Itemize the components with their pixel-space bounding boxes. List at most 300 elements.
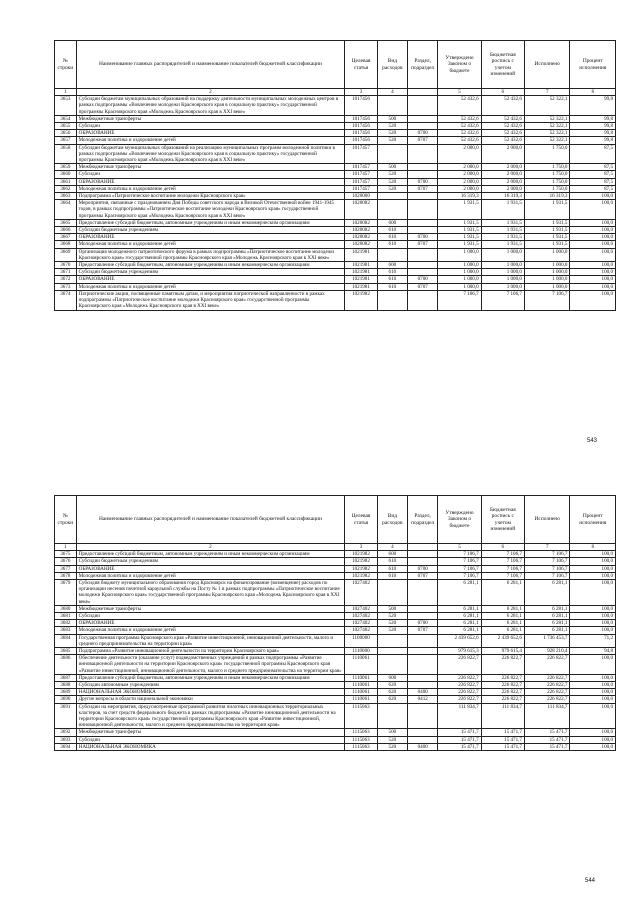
row-approved: 1 000,0 (438, 262, 481, 269)
row-approved: 1 931,5 (438, 241, 481, 248)
row-target-code: 1100000 (345, 634, 377, 647)
table-row (55, 200, 616, 220)
table-row (55, 605, 616, 612)
header-section: Раздел, подраздел (408, 496, 438, 544)
row-target-code: 1110061 (345, 696, 377, 703)
budget-table (54, 495, 616, 751)
row-target-code: 1017456 (345, 137, 377, 144)
row-number: 3674 (55, 290, 77, 310)
row-number: 3690 (55, 696, 77, 703)
row-name: Субсидии (76, 171, 345, 178)
row-budget-list: 2 000,0 (481, 178, 524, 185)
row-number: 3666 (55, 227, 77, 234)
row-expense-type: 610 (377, 283, 407, 290)
row-approved: 7 106,7 (438, 558, 481, 565)
row-section: 0412 (408, 696, 438, 703)
row-number: 3670 (55, 262, 77, 269)
row-number: 3663 (55, 193, 77, 200)
row-name: Патриотические акции, посвященные памятным датам, и мероприятия патриотической направленности в рамках подпрограммы «Патриотическое воспитание молодежи Красноярского края» государственной программы Красноярского края «Молодежь Красноярского края в XXI веке» (76, 290, 345, 310)
row-number: 3682 (55, 620, 77, 627)
table-row (55, 627, 616, 634)
row-executed: 1 750,0 (524, 171, 569, 178)
row-executed: 1 931,5 (524, 234, 569, 241)
row-percent: 100,0 (570, 248, 616, 261)
row-executed: 6 281,1 (524, 613, 569, 620)
row-approved: 15 471,7 (438, 729, 481, 736)
row-target-code: 1110061 (345, 674, 377, 681)
row-budget-list: 226 822,7 (481, 696, 524, 703)
row-percent: 100,0 (570, 580, 616, 606)
row-percent: 100,0 (570, 276, 616, 283)
row-percent: 100,0 (570, 219, 616, 226)
row-budget-list: 15 471,7 (481, 736, 524, 743)
row-approved: 7 106,7 (438, 551, 481, 558)
row-expense-type (377, 580, 407, 606)
row-budget-list: 111 834,7 (481, 703, 524, 729)
row-executed: 1 750,0 (524, 144, 569, 164)
row-expense-type: 520 (377, 178, 407, 185)
row-number: 3660 (55, 171, 77, 178)
row-number: 3676 (55, 558, 77, 565)
row-executed: 1 931,5 (524, 241, 569, 248)
row-approved: 1 000,0 (438, 276, 481, 283)
row-executed: 6 281,1 (524, 627, 569, 634)
row-section: 0700 (408, 276, 438, 283)
row-target-code: 1017457 (345, 185, 377, 192)
row-budget-list: 2 000,0 (481, 185, 524, 192)
row-target-code: 1020082 (345, 227, 377, 234)
row-budget-list: 15 471,7 (481, 743, 524, 750)
row-name: Субсидии бюджетным учреждениям (76, 558, 345, 565)
row-name: Субсидии бюджетам муниципальных образований на реализацию муниципальных программ молодежной политики в рамках подпрограммы «Вовлечение молодежи Красноярского края в социальную практику» государственной программы Красноярского края «Молодежь Красноярского края в XXI веке» (76, 144, 345, 164)
row-target-code: 1027402 (345, 613, 377, 620)
row-number: 3677 (55, 565, 77, 572)
table-row (55, 262, 616, 269)
header-budget-list: Бюджетная роспись с учетом изменений (481, 41, 524, 89)
row-percent: 99,8 (570, 123, 616, 130)
row-target-code: 1021981 (345, 283, 377, 290)
row-section (408, 682, 438, 689)
row-target-code: 1021982 (345, 551, 377, 558)
row-name: Государственная программа Красноярского края «Развитие инвестиционной, инновационной деятельности, малого и среднего предпринимательства на территории края» (76, 634, 345, 647)
row-name: Субсидия бюджету муниципального образования город Красноярск на финансирование (возмещение) расходов по организации несения почетной караульной службы на Посту № 1 в рамках подпрограммы «Патриотическое воспитание молодежи Красноярского края» государственной программы Красноярского края «Молодежь Красноярского края в XXI веке» (76, 580, 345, 606)
row-section (408, 248, 438, 261)
row-target-code: 1021982 (345, 565, 377, 572)
row-number: 3675 (55, 551, 77, 558)
row-number: 3679 (55, 580, 77, 606)
table-row (55, 682, 616, 689)
row-section (408, 648, 438, 655)
row-percent: 100,0 (570, 572, 616, 579)
table-row (55, 634, 616, 647)
row-name: Мероприятия, связанные с празднованием Дня Победы советского народа в Великой Отечественной войне 1941-1945 годов, в рамках подпрограммы «Патриотическое воспитание молодежи Красноярского края» государственной программы Красноярского края «Молодежь Красноярского края в XXI веке» (76, 200, 345, 220)
header-section: Раздел, подраздел (408, 41, 438, 89)
col-number: 4 (377, 89, 407, 96)
row-target-code: 1021981 (345, 276, 377, 283)
row-budget-list: 2 439 652,6 (481, 634, 524, 647)
row-budget-list: 6 281,1 (481, 605, 524, 612)
row-number: 3694 (55, 743, 77, 750)
document-page-1 (0, 0, 640, 452)
row-approved: 7 106,7 (438, 565, 481, 572)
row-number: 3662 (55, 185, 77, 192)
row-target-code: 1027402 (345, 605, 377, 612)
row-number: 3653 (55, 96, 77, 116)
row-executed: 6 281,1 (524, 605, 569, 612)
table-row (55, 729, 616, 736)
row-expense-type (377, 193, 407, 200)
row-percent: 100,0 (570, 703, 616, 729)
row-percent: 100,0 (570, 674, 616, 681)
row-name: Предоставление субсидий бюджетным, автономным учреждениям и иным некоммерческим организациям (76, 219, 345, 226)
row-section: 0700 (408, 234, 438, 241)
row-number: 3681 (55, 613, 77, 620)
row-executed: 16 319,3 (524, 193, 569, 200)
header-target-code: Целевая статья (345, 41, 377, 89)
row-approved: 226 822,7 (438, 655, 481, 675)
row-approved: 2 439 652,6 (438, 634, 481, 647)
row-section: 0707 (408, 137, 438, 144)
header-approved: Утверждено Законом о бюджете (438, 41, 481, 89)
row-target-code: 1115063 (345, 743, 377, 750)
row-section: 0700 (408, 178, 438, 185)
header-percent: Процент исполнения (570, 496, 616, 544)
table-row (55, 130, 616, 137)
row-number: 3693 (55, 736, 77, 743)
table-row (55, 580, 616, 606)
row-percent: 71,2 (570, 634, 616, 647)
table-row (55, 276, 616, 283)
row-budget-list: 2 000,0 (481, 144, 524, 164)
row-percent: 87,5 (570, 144, 616, 164)
row-number: 3684 (55, 634, 77, 647)
row-section: 0707 (408, 185, 438, 192)
row-expense-type (377, 290, 407, 310)
table-row (55, 558, 616, 565)
row-number: 3657 (55, 137, 77, 144)
column-number-row (55, 89, 616, 96)
row-section: 0700 (408, 130, 438, 137)
row-name: Субсидии бюджетам муниципальных образований на поддержку деятельности муниципальных молодежных центров в рамках подпрограммы «Вовлечение молодежи Красноярского края в социальную практику» государственной программы Красноярского края «Молодежь Красноярского края в XXI веке» (76, 96, 345, 116)
page-number: 543 (587, 438, 598, 444)
table-row (55, 290, 616, 310)
row-executed: 1 736 453,7 (524, 634, 569, 647)
row-budget-list: 7 106,7 (481, 290, 524, 310)
table-row (55, 613, 616, 620)
row-name: Субсидии автономным учреждениям (76, 682, 345, 689)
row-target-code: 1027402 (345, 620, 377, 627)
row-budget-list: 1 000,0 (481, 248, 524, 261)
row-approved: 226 822,7 (438, 689, 481, 696)
row-section (408, 655, 438, 675)
row-target-code: 1020082 (345, 200, 377, 220)
table-row (55, 178, 616, 185)
row-approved: 7 106,7 (438, 290, 481, 310)
row-expense-type: 600 (377, 674, 407, 681)
row-approved: 52 432,6 (438, 115, 481, 122)
row-budget-list: 226 822,7 (481, 689, 524, 696)
row-section (408, 262, 438, 269)
row-executed: 7 106,7 (524, 551, 569, 558)
row-section (408, 605, 438, 612)
table-row (55, 96, 616, 116)
col-number (408, 89, 438, 96)
row-expense-type (377, 96, 407, 116)
row-executed: 1 931,5 (524, 219, 569, 226)
row-percent: 100,0 (570, 558, 616, 565)
row-number: 3654 (55, 115, 77, 122)
row-target-code: 1017457 (345, 144, 377, 164)
row-number: 3658 (55, 144, 77, 164)
header-percent: Процент исполнения (570, 41, 616, 89)
row-section: 0700 (408, 620, 438, 627)
row-executed: 15 471,7 (524, 743, 569, 750)
col-number: 5 (438, 89, 481, 96)
row-expense-type: 520 (377, 137, 407, 144)
row-section: 0700 (408, 565, 438, 572)
row-executed: 226 822,7 (524, 682, 569, 689)
row-number: 3686 (55, 655, 77, 675)
col-number: 4 (377, 544, 407, 551)
row-number: 3689 (55, 689, 77, 696)
row-approved: 2 000,0 (438, 185, 481, 192)
row-executed: 7 106,7 (524, 290, 569, 310)
row-target-code: 1021981 (345, 269, 377, 276)
row-expense-type: 500 (377, 729, 407, 736)
row-section (408, 227, 438, 234)
row-executed: 1 750,0 (524, 178, 569, 185)
header-approved: Утверждено Законом о бюджете (438, 496, 481, 544)
row-budget-list: 1 000,0 (481, 269, 524, 276)
row-executed: 6 281,1 (524, 620, 569, 627)
row-target-code: 1020082 (345, 219, 377, 226)
row-expense-type: 610 (377, 241, 407, 248)
row-target-code: 1027402 (345, 580, 377, 606)
row-target-code: 1110061 (345, 682, 377, 689)
table-row (55, 171, 616, 178)
row-budget-list: 7 106,7 (481, 572, 524, 579)
col-number: 2 (76, 89, 345, 96)
row-approved: 1 000,0 (438, 283, 481, 290)
table-row (55, 269, 616, 276)
budget-table (54, 40, 616, 311)
row-number: 3669 (55, 248, 77, 261)
row-number: 3671 (55, 269, 77, 276)
header-name: Наименование главных распорядителей и наименование показателей бюджетной классификации (76, 496, 345, 544)
row-name: Молодежная политика и оздоровление детей (76, 283, 345, 290)
row-percent: 100,0 (570, 234, 616, 241)
row-name: Предоставление субсидий бюджетным, автономным учреждениям и иным некоммерческим организациям (76, 674, 345, 681)
table-header-row (55, 41, 616, 89)
row-approved: 15 471,7 (438, 736, 481, 743)
row-executed: 52 322,1 (524, 96, 569, 116)
row-budget-list: 52 432,6 (481, 115, 524, 122)
header-row-number: № строки (55, 496, 77, 544)
row-percent: 100,0 (570, 290, 616, 310)
table-row (55, 185, 616, 192)
row-approved: 1 931,5 (438, 234, 481, 241)
table-row (55, 219, 616, 226)
row-budget-list: 52 432,6 (481, 137, 524, 144)
row-approved: 6 281,1 (438, 620, 481, 627)
table-row (55, 248, 616, 261)
row-name: Предоставление субсидий бюджетным, автономным учреждениям и иным некоммерческим организациям (76, 551, 345, 558)
row-percent: 100,0 (570, 241, 616, 248)
col-number: 8 (570, 544, 616, 551)
row-section (408, 219, 438, 226)
row-approved: 1 000,0 (438, 269, 481, 276)
row-budget-list: 226 822,7 (481, 655, 524, 675)
header-budget-list: Бюджетная роспись с учетом изменений (481, 496, 524, 544)
row-section (408, 613, 438, 620)
row-percent: 100,0 (570, 689, 616, 696)
row-percent: 87,5 (570, 178, 616, 185)
row-approved: 52 432,6 (438, 123, 481, 130)
row-name: Субсидии на мероприятия, предусмотренные программой развития пилотных инновационных территориальных кластеров, за счет средств федерального бюджета в рамках подпрограммы «Развитие инновационной деятельности на территории Красноярского края» государственной программы Красноярского края «Развитие инвестиционной, инновационной деятельности, малого и среднего предпринимательства на территории края» (76, 703, 345, 729)
row-executed: 226 822,7 (524, 674, 569, 681)
col-number: 8 (570, 89, 616, 96)
row-expense-type: 600 (377, 551, 407, 558)
row-expense-type: 520 (377, 613, 407, 620)
row-target-code: 1017456 (345, 123, 377, 130)
row-expense-type: 520 (377, 171, 407, 178)
row-section (408, 200, 438, 220)
row-section: 0400 (408, 743, 438, 750)
row-percent: 100,0 (570, 262, 616, 269)
row-approved: 52 432,6 (438, 130, 481, 137)
row-approved: 226 822,7 (438, 696, 481, 703)
row-percent: 87,5 (570, 171, 616, 178)
row-budget-list: 1 931,5 (481, 219, 524, 226)
row-name: Субсидии (76, 736, 345, 743)
table-row (55, 689, 616, 696)
row-approved: 52 432,6 (438, 96, 481, 116)
row-budget-list: 6 281,1 (481, 580, 524, 606)
row-executed: 1 931,5 (524, 227, 569, 234)
table-row (55, 551, 616, 558)
table-row (55, 703, 616, 729)
row-executed: 15 471,7 (524, 736, 569, 743)
row-expense-type: 520 (377, 743, 407, 750)
column-number-row (55, 544, 616, 551)
row-target-code: 1017456 (345, 130, 377, 137)
row-target-code: 1017457 (345, 164, 377, 171)
col-number (408, 544, 438, 551)
row-target-code: 1021981 (345, 262, 377, 269)
row-target-code: 1110061 (345, 689, 377, 696)
row-approved: 2 000,0 (438, 164, 481, 171)
table-row (55, 144, 616, 164)
row-percent: 99,8 (570, 130, 616, 137)
row-name: Подпрограмма «Развитие инновационной деятельности на территории Красноярского края» (76, 648, 345, 655)
row-approved: 6 281,1 (438, 605, 481, 612)
row-budget-list: 226 822,7 (481, 682, 524, 689)
row-percent: 100,0 (570, 551, 616, 558)
row-section (408, 123, 438, 130)
table-row (55, 655, 616, 675)
row-executed: 226 822,7 (524, 689, 569, 696)
row-percent: 100,0 (570, 613, 616, 620)
row-approved: 6 281,1 (438, 627, 481, 634)
row-expense-type (377, 200, 407, 220)
row-approved: 15 471,7 (438, 743, 481, 750)
row-percent: 100,0 (570, 605, 616, 612)
row-percent: 100,0 (570, 696, 616, 703)
row-name: Межбюджетные трансферты (76, 115, 345, 122)
row-number: 3673 (55, 283, 77, 290)
header-executed: Исполнено (524, 496, 569, 544)
row-section (408, 729, 438, 736)
row-approved: 2 000,0 (438, 144, 481, 164)
row-expense-type: 610 (377, 276, 407, 283)
row-executed: 1 000,0 (524, 248, 569, 261)
row-name: НАЦИОНАЛЬНАЯ ЭКОНОМИКА (76, 743, 345, 750)
row-name: ОБРАЗОВАНИЕ (76, 276, 345, 283)
row-name: Субсидии бюджетным учреждениям (76, 227, 345, 234)
row-budget-list: 1 931,5 (481, 227, 524, 234)
row-approved: 7 106,7 (438, 572, 481, 579)
row-executed: 15 471,7 (524, 729, 569, 736)
row-expense-type: 520 (377, 185, 407, 192)
row-approved: 1 931,5 (438, 219, 481, 226)
row-section (408, 164, 438, 171)
row-number: 3656 (55, 130, 77, 137)
row-budget-list: 16 319,3 (481, 193, 524, 200)
row-percent: 87,5 (570, 164, 616, 171)
row-expense-type: 600 (377, 262, 407, 269)
row-executed: 1 750,0 (524, 164, 569, 171)
row-section (408, 144, 438, 164)
row-target-code: 1020082 (345, 241, 377, 248)
row-number: 3665 (55, 219, 77, 226)
row-number: 3687 (55, 674, 77, 681)
table-row (55, 572, 616, 579)
row-expense-type (377, 248, 407, 261)
row-number: 3664 (55, 200, 77, 220)
row-target-code: 1017456 (345, 96, 377, 116)
row-number: 3659 (55, 164, 77, 171)
row-budget-list: 979 615,4 (481, 648, 524, 655)
table-row (55, 674, 616, 681)
row-target-code: 1110000 (345, 648, 377, 655)
row-approved: 1 931,5 (438, 227, 481, 234)
row-expense-type: 620 (377, 682, 407, 689)
col-number: 5 (438, 544, 481, 551)
row-number: 3655 (55, 123, 77, 130)
row-approved: 226 822,7 (438, 674, 481, 681)
row-percent: 100,0 (570, 627, 616, 634)
row-executed: 6 281,1 (524, 580, 569, 606)
header-expense-type: Вид расходов (377, 41, 407, 89)
table-row (55, 241, 616, 248)
row-executed: 7 106,7 (524, 565, 569, 572)
row-budget-list: 7 106,7 (481, 551, 524, 558)
row-executed: 1 000,0 (524, 276, 569, 283)
row-budget-list: 6 281,1 (481, 613, 524, 620)
row-name: Молодежная политика и оздоровление детей (76, 627, 345, 634)
row-section (408, 674, 438, 681)
row-budget-list: 2 000,0 (481, 171, 524, 178)
col-number: 2 (76, 544, 345, 551)
row-name: Субсидии бюджетным учреждениям (76, 269, 345, 276)
row-percent: 100,0 (570, 682, 616, 689)
row-executed: 7 106,7 (524, 558, 569, 565)
row-executed: 52 322,1 (524, 137, 569, 144)
row-name: Другие вопросы в области национальной экономики (76, 696, 345, 703)
row-percent: 100,0 (570, 227, 616, 234)
row-percent: 99,8 (570, 96, 616, 116)
row-number: 3683 (55, 627, 77, 634)
